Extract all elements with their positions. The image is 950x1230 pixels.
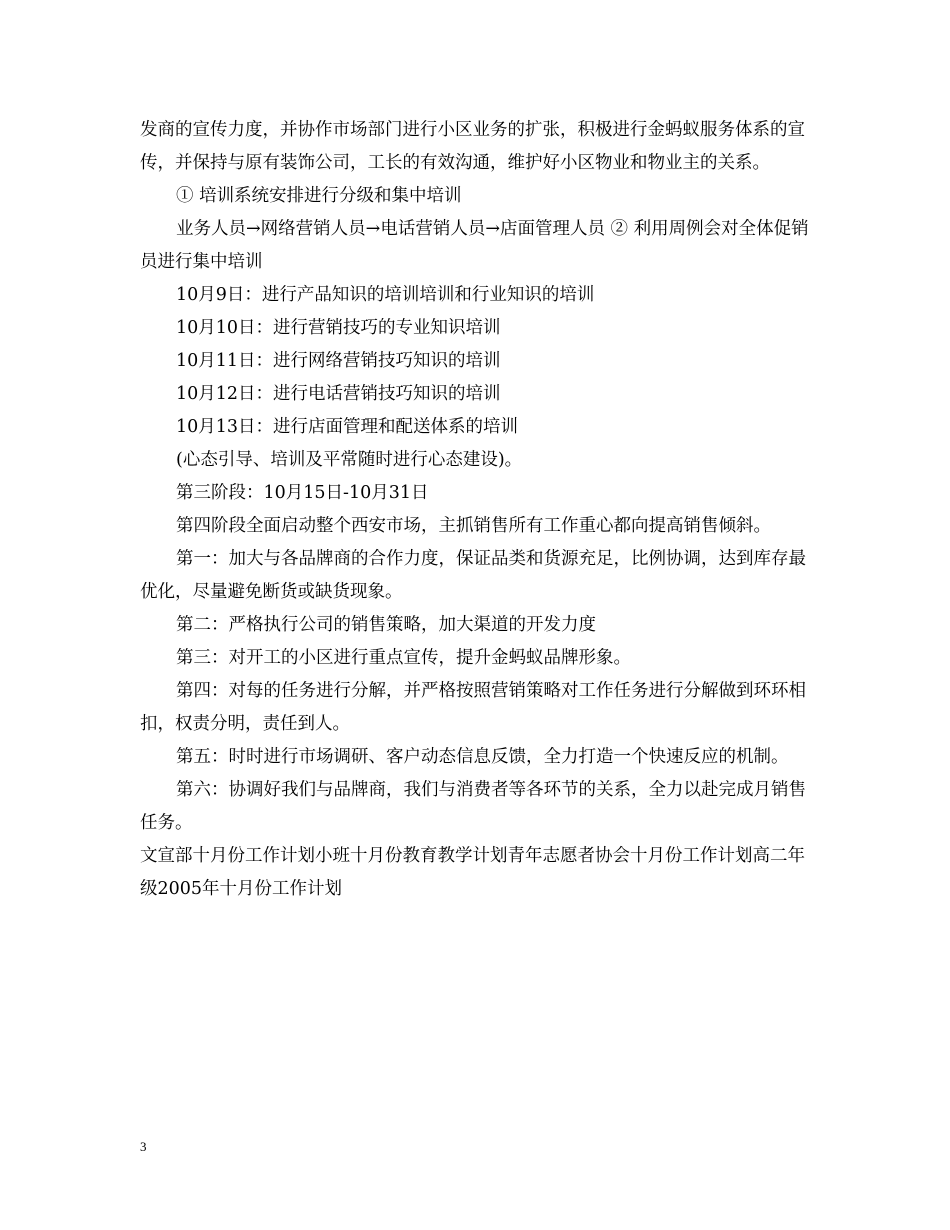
paragraph-oct-12: 10月12日：进行电话营销技巧知识的培训 bbox=[176, 384, 501, 404]
paragraph-oct-9: 10月9日：进行产品知识的培训培训和行业知识的培训 bbox=[176, 285, 595, 305]
paragraph-staff-sequence: 业务人员→网络营销人员→电话营销人员→店面管理人员 ② 利用周例会对全体促销员进行集中培训 bbox=[140, 219, 809, 272]
paragraph-oct-13: 10月13日：进行店面管理和配送体系的培训 bbox=[176, 417, 519, 437]
paragraph-continuation: 发商的宣传力度，并协作市场部门进行小区业务的扩张，积极进行金蚂蚁服务体系的宣传，并保持与原有装饰公司，工长的有效沟通，维护好小区物业和物业主的关系。 bbox=[140, 120, 805, 173]
paragraph-training-system: ① 培训系统安排进行分级和集中培训 bbox=[176, 186, 462, 206]
paragraph-item-fifth: 第五：时时进行市场调研、客户动态信息反馈，全力打造一个快速反应的机制。 bbox=[176, 747, 789, 767]
paragraph-mindset-note: (心态引导、培训及平常随时进行心态建设)。 bbox=[176, 450, 523, 470]
paragraph-oct-10: 10月10日：进行营销技巧的专业知识培训 bbox=[176, 318, 501, 338]
paragraph-item-third: 第三：对开工的小区进行重点宣传，提升金蚂蚁品牌形象。 bbox=[176, 648, 631, 668]
document-body bbox=[140, 114, 820, 906]
paragraph-item-sixth: 第六：协调好我们与品牌商，我们与消费者等各环节的关系，全力以赴完成月销售任务。 bbox=[140, 780, 806, 833]
paragraph-phase-three: 第三阶段：10月15日-10月31日 bbox=[176, 483, 429, 503]
paragraph-item-second: 第二：严格执行公司的销售策略，加大渠道的开发力度 bbox=[176, 615, 596, 635]
paragraph-oct-11: 10月11日：进行网络营销技巧知识的培训 bbox=[176, 351, 501, 371]
paragraph-phase-four: 第四阶段全面启动整个西安市场，主抓销售所有工作重心都向提高销售倾斜。 bbox=[176, 516, 771, 536]
paragraph-item-first: 第一：加大与各品牌商的合作力度，保证品类和货源充足，比例协调，达到库存最优化，尽量避免断货或缺货现象。 bbox=[140, 549, 806, 602]
page-number: 3 bbox=[140, 1139, 147, 1154]
paragraph-related-plans: 文宣部十月份工作计划小班十月份教育教学计划青年志愿者协会十月份工作计划高二年级2005年十月份工作计划 bbox=[140, 846, 805, 899]
paragraph-item-fourth: 第四：对每的任务进行分解，并严格按照营销策略对工作任务进行分解做到环环相扣，权责分明，责任到人。 bbox=[140, 681, 806, 734]
